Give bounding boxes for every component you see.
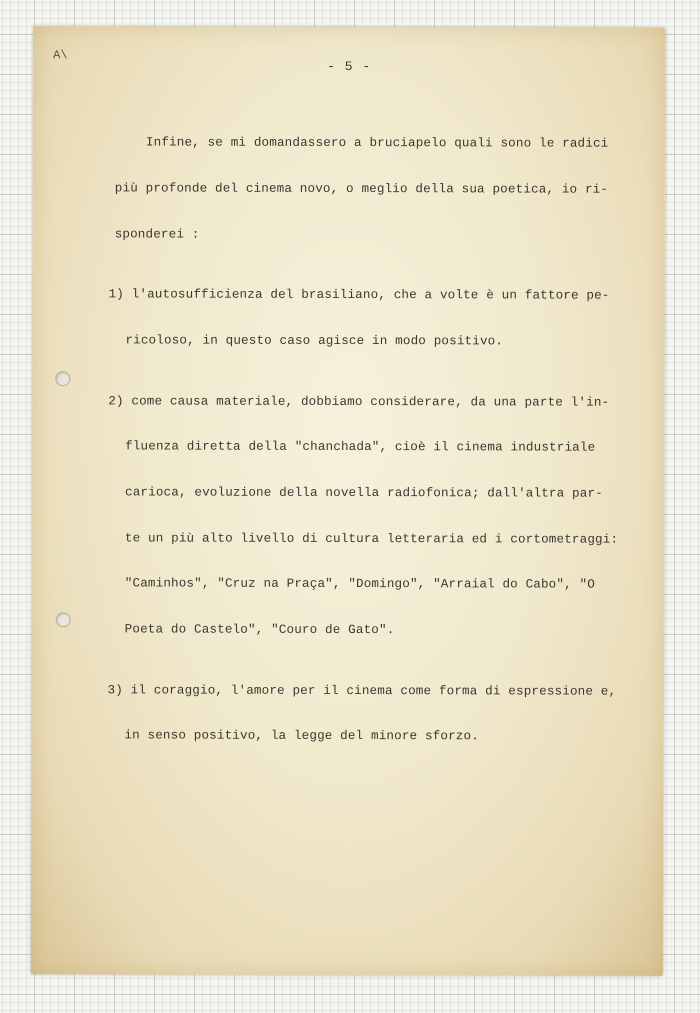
page-number: - 5 -: [327, 58, 372, 75]
list-item-2-line: "Caminhos", "Cruz na Praça", "Domingo", "Arraial do Cabo", "O: [124, 576, 595, 592]
punch-hole-bottom: [56, 612, 71, 627]
list-item-2-line: fluenza diretta della "chanchada", cioè il cinema industriale: [125, 439, 596, 456]
typed-page: [31, 26, 665, 976]
body-text: [107, 105, 645, 775]
list-item-2-line: 2) come causa materiale, dobbiamo considerare, da una parte l'in-: [108, 394, 610, 410]
list-item-2-line: Poeta do Castelo", "Couro de Gato".: [124, 622, 395, 637]
punch-hole-top: [55, 371, 70, 386]
intro-line: Infine, se mi domandassero a bruciapelo quali sono le radici: [145, 135, 609, 152]
list-item-1-line: ricoloso, in questo caso agisce in modo positivo.: [125, 333, 504, 349]
list-item-2-line: carioca, evoluzione della novella radiofonica; dall'altra par-: [125, 485, 603, 501]
list-item-3-line: 3) il coraggio, l'amore per il cinema come forma di espressione e,: [107, 682, 617, 699]
intro-line: più profonde del cinema novo, o meglio della sua poetica, io ri-: [114, 181, 609, 197]
list-item-3-line: in senso positivo, la legge del minore sforzo.: [124, 728, 479, 744]
corner-pencil-mark: A\: [53, 48, 68, 63]
list-item-1-line: 1) l'autosufficienza del brasiliano, che a volte è un fattore pe-: [108, 287, 610, 304]
intro-line: sponderei :: [114, 226, 200, 242]
list-item-2-line: te un più alto livello di cultura letteraria ed i cortometraggi:: [124, 530, 619, 547]
